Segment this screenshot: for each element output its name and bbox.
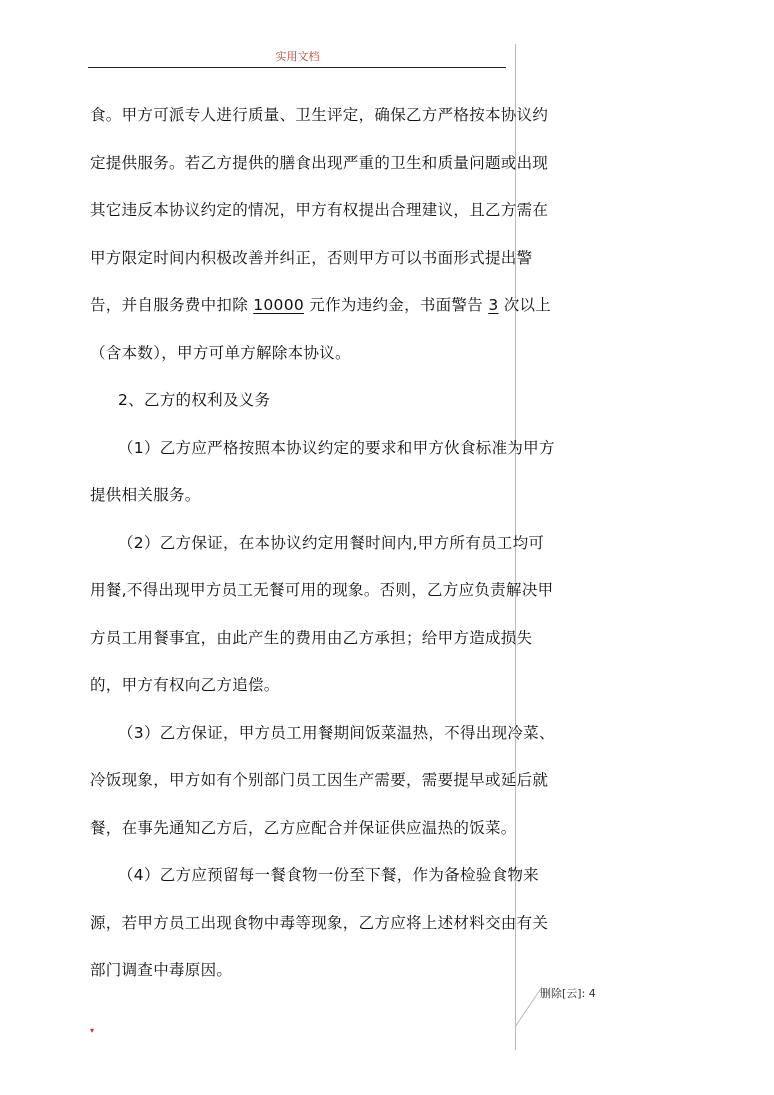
header-divider xyxy=(88,67,506,68)
line-text: 告，并自服务费中扣除 xyxy=(90,296,254,314)
paragraph-line: 冷饭现象，甲方如有个别部门员工因生产需要，需要提早或延后就 xyxy=(90,771,549,789)
paragraph-line: （含本数），甲方可单方解除本协议。 xyxy=(90,343,351,362)
paragraph-line: 餐，在事先通知乙方后，乙方应配合并保证供应温热的饭菜。 xyxy=(90,818,517,837)
paragraph-line: （1）乙方应严格按照本协议约定的要求和甲方伙食标准为甲方 xyxy=(118,438,555,457)
paragraph-line: （3）乙方保证，甲方员工用餐期间饭菜温热，不得出现冷菜、 xyxy=(118,723,555,742)
paragraph-line: 食。甲方可派专人进行质量、卫生评定，确保乙方严格按本协议约 xyxy=(90,106,549,124)
line-text: 次以上 xyxy=(498,296,552,314)
paragraph-line: 方员工用餐事宜，由此产生的费用由乙方承担；给甲方造成损失 xyxy=(90,628,533,647)
revision-mark-icon: ▾ xyxy=(90,1026,95,1035)
paragraph-line: 甲方限定时间内积极改善并纠正，否则甲方可以书面形式提出警 xyxy=(90,248,533,267)
penalty-amount: 10000 xyxy=(253,296,305,314)
paragraph-line: 用餐,不得出现甲方员工无餐可用的现象。否则，乙方应负责解决甲 xyxy=(90,581,554,599)
paragraph-line: 部门调查中毒原因。 xyxy=(90,961,233,979)
paragraph-line: （2）乙方保证，在本协议约定用餐时间内,甲方所有员工均可 xyxy=(118,533,545,552)
line-text: 元作为违约金，书面警告 xyxy=(304,296,489,314)
document-body xyxy=(90,103,555,1006)
page-header-title: 实用文档 xyxy=(275,50,320,63)
paragraph-line: 提供相关服务。 xyxy=(90,486,201,504)
paragraph-line: 其它违反本协议约定的情况，甲方有权提出合理建议，且乙方需在 xyxy=(90,201,549,219)
paragraph-line: 定提供服务。若乙方提供的膳食出现严重的卫生和质量问题或出现 xyxy=(90,153,549,172)
paragraph-line: 的，甲方有权向乙方追偿。 xyxy=(90,676,280,694)
paragraph-line xyxy=(90,293,552,341)
section-heading: 2、乙方的权利及义务 xyxy=(118,391,271,409)
deletion-comment[interactable]: 删除[云]: 4 xyxy=(540,987,596,1000)
warning-count: 3 xyxy=(488,296,499,314)
paragraph-line: （4）乙方应预留每一餐食物一份至下餐，作为备检验食物来 xyxy=(118,866,539,884)
paragraph-line: 源，若甲方员工出现食物中毒等现象，乙方应将上述材料交由有关 xyxy=(90,913,549,932)
